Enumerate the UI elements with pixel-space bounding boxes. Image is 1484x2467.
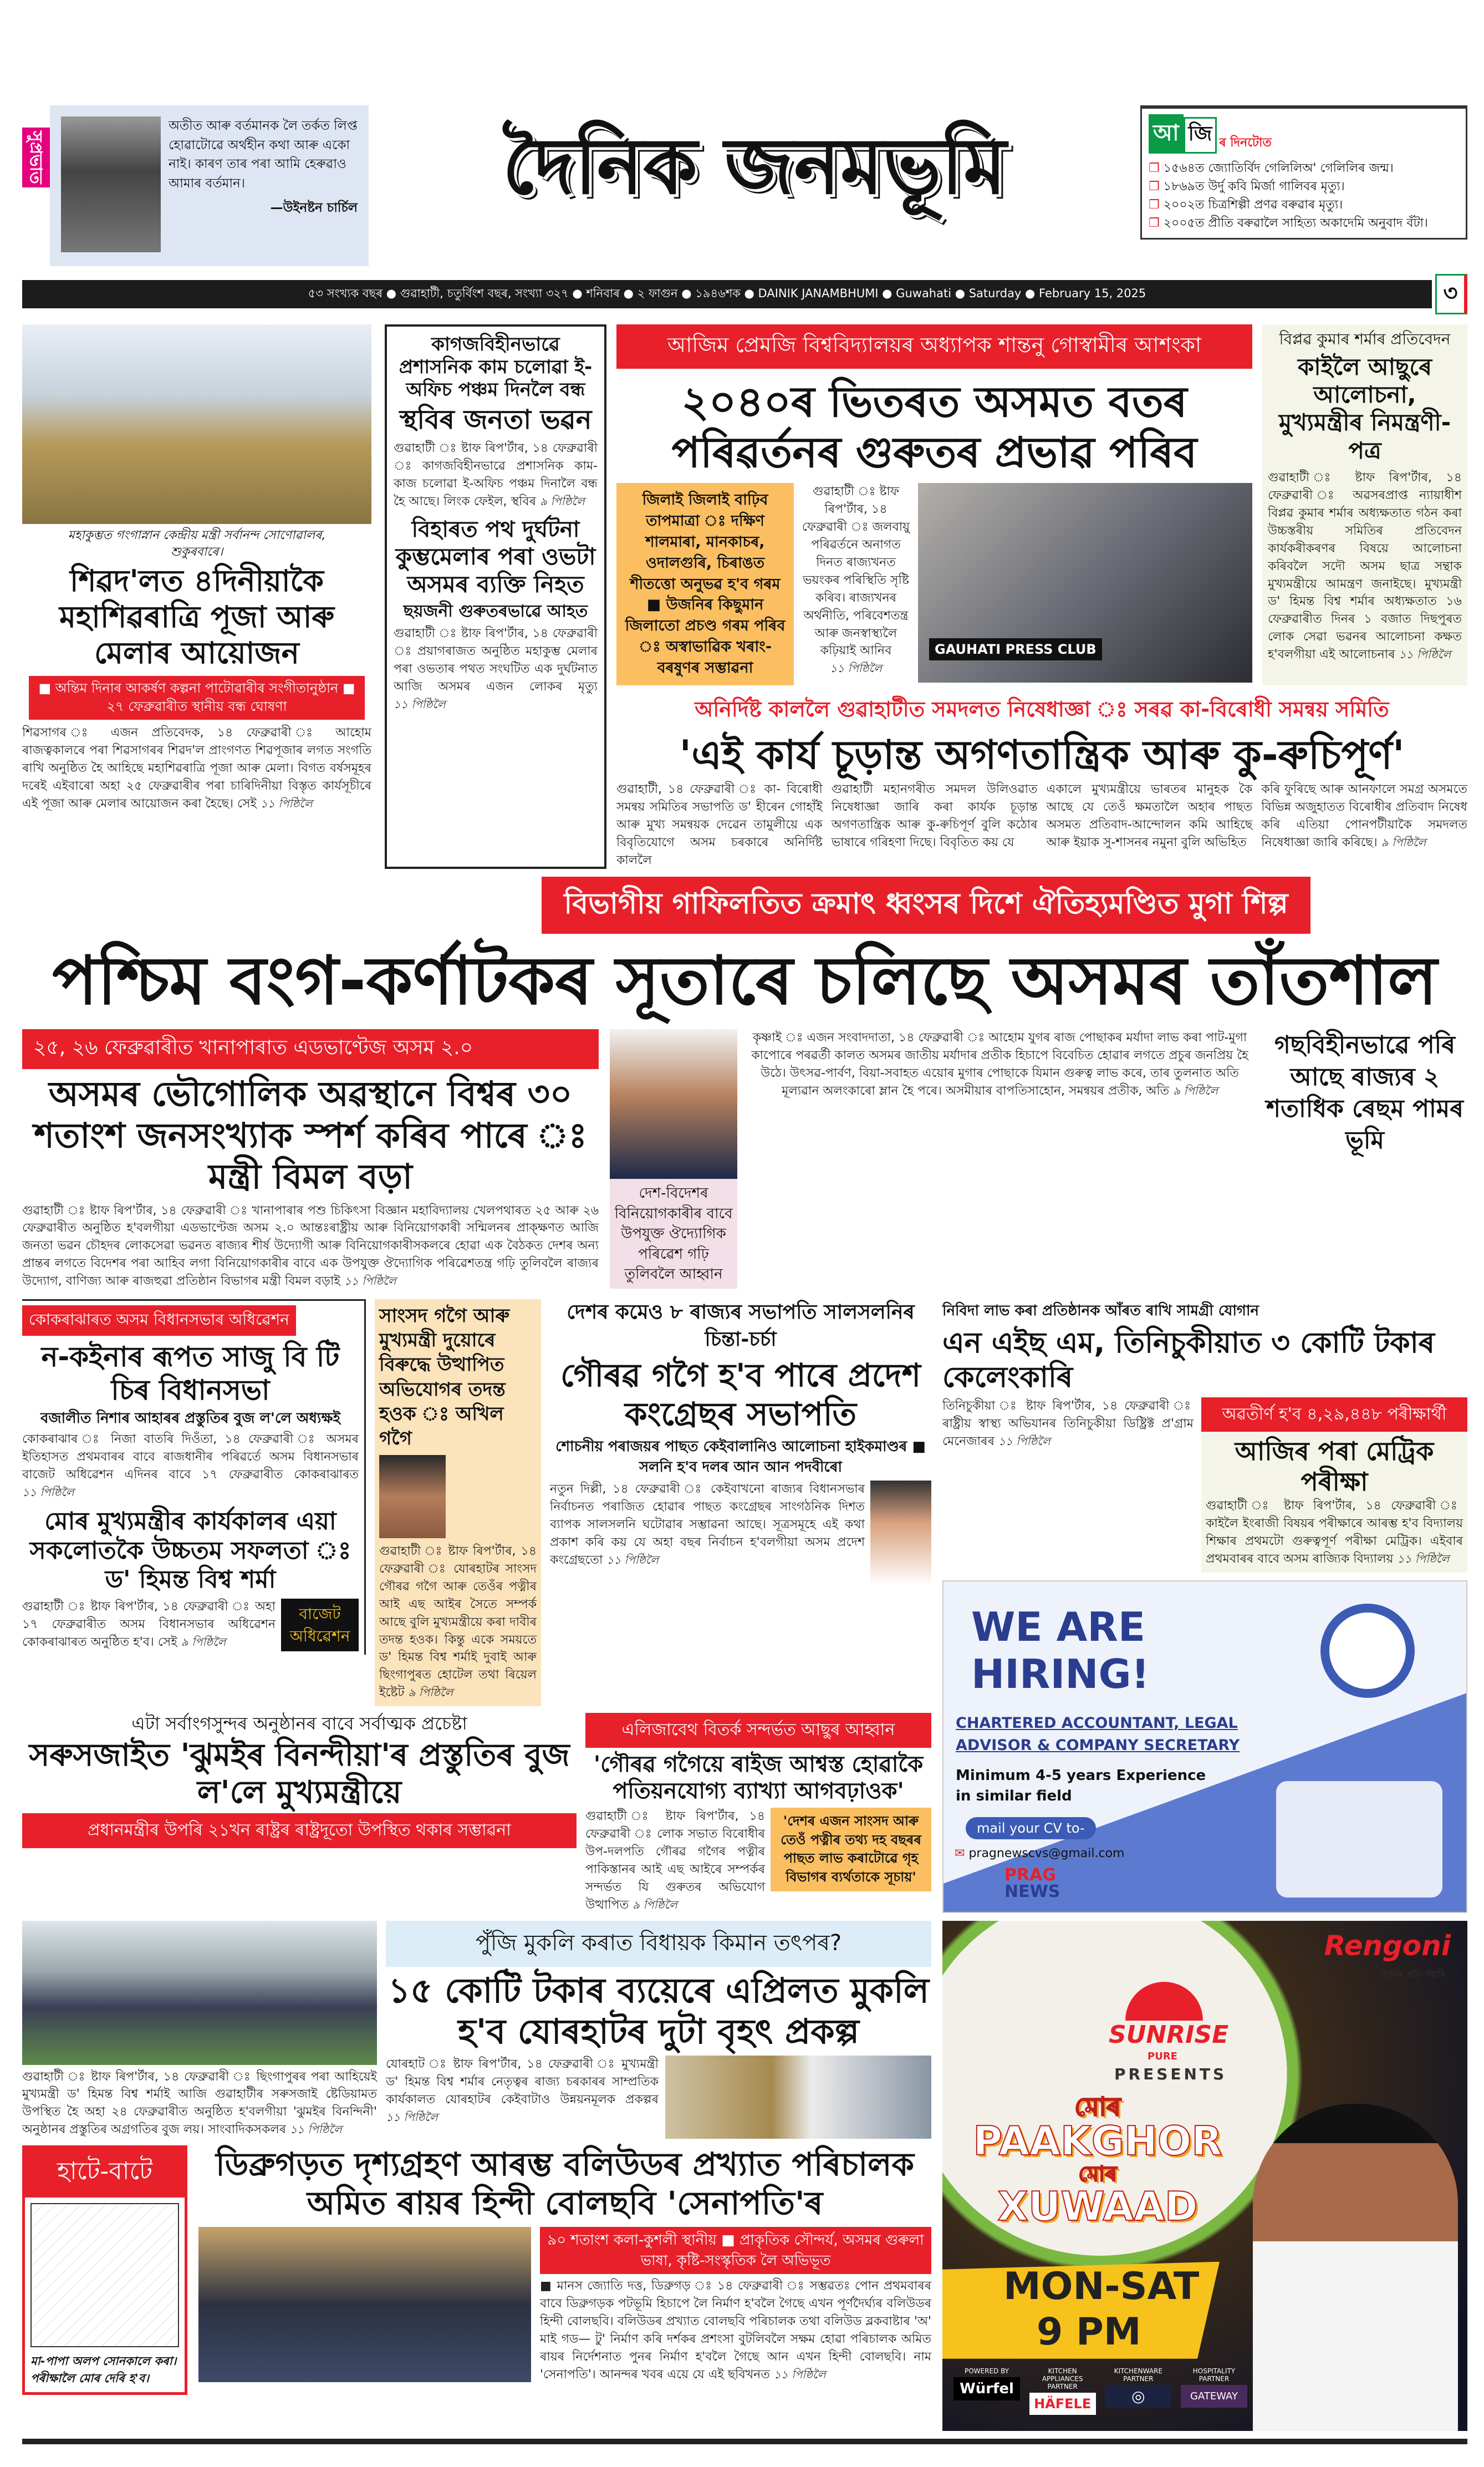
eoffice-bihar-box	[385, 324, 606, 869]
jorhat-body: যোৰহাট ঃ ষ্টাফ ৰিপ'ৰ্টাৰ, ১৪ ফেব্ৰুৱাৰী ঃ মুখ্যমন্ত্ৰী ড' হিমন্ত বিশ্ব শৰ্মাৰ নেতৃত্বৰ ৰাজ্য চৰকাৰৰ সাম্প্ৰতিক কাৰ্যকালত যোৰহাটৰ কেইবাটাও উন্নয়নমূলক প্ৰকল্পৰ ১১ পিষ্ঠিলৈ	[386, 2057, 659, 2124]
on-this-day-label-c: ৰ দিনটোত	[1219, 136, 1272, 150]
presents-label: PRESENTS	[1114, 2064, 1227, 2083]
hiring-title-1: WE ARE	[971, 1603, 1146, 1650]
nhm-kicker: নিবিদা লাভ কৰা প্ৰতিষ্ঠানক আঁৰত ৰাখি সামগ্ৰী যোগান	[942, 1303, 1259, 1320]
jhumoir-body: গুৱাহাটী ঃ ষ্টাফ ৰিপ'ৰ্টাৰ, ১৪ ফেব্ৰুৱাৰী ঃ ছিংগাপুৰৰ পৰা আহিয়েই মুখ্যমন্ত্ৰী ড' হিমন্ত বিশ্ব শৰ্মাই আজি গুৱাহাটীৰ সৰুসজাই ষ্টেডিয়ামত উপস্থিত হৈ অহা ২৪ ফেব্ৰুৱাৰীত অনুষ্ঠিত হ'বলগীয়া 'ঝুমইৰ বিনন্দিনী' অনুষ্ঠানৰ প্ৰস্তুতিৰ অগ্ৰগতিৰ বুজ লয়। সাংবাদিকসকলৰ ১১ পিষ্ঠিলৈ	[22, 2069, 377, 2137]
thought-of-day-tag: সুপ্ৰভাত	[22, 128, 50, 187]
cartoon-caption: মা-পাপা অলপ সোনকালে কৰা। পৰীক্ষালৈ মোৰ দেৰি হ'ব।	[30, 2354, 177, 2385]
header	[22, 105, 1467, 266]
advantage-body: গুৱাহাটী ঃ ষ্টাফ ৰিপ'ৰ্টাৰ, ১৪ ফেব্ৰুৱাৰী ঃ খানাপাৰাৰ পশু চিকিৎসা বিজ্ঞান মহাবিদ্যালয় খেলপথাৰত ২৫ আৰু ২৬ ফেব্ৰুৱাৰীত অনুষ্ঠিত হ'বলগীয়া এডভাণ্টেজ অসম ২.০ আন্তঃৰাষ্ট্ৰীয় আৰু বিনিয়োগকাৰী সন্মিলনৰ প্ৰাক্‌ক্ষণত আজি জনতা ভৱন চৌহদৰ লোকসেৱা ভৱনত ৰাজ্যৰ শীৰ্ষ উদ্যোগী আৰু বিনিয়োগকাৰীসকলৰে হোৱা এক বৈঠকত দেশৰ অন্য প্ৰান্তৰ লগতে বিদেশৰ পৰা আহিব লগা বিনিয়োগকাৰীৰ বাবে এক উপযুক্ত ঔদ্যোগিক পৰিৱেশতন্ত্ৰ গঢ়ি তুলিবলৈ ৰাজ্যৰ উদ্যোগ, বাণিজ্য আৰু ৰাজহুৱা প্ৰতিষ্ঠান বিভাগৰ মন্ত্ৰী বিমল বড়াই ১১ পিষ্ঠিলৈ	[22, 1203, 599, 1289]
bottom-rule	[22, 2439, 1467, 2444]
budget-session-badge: বাজেট অধিৱেশন	[281, 1599, 359, 1651]
quote-text: অতীত আৰু বৰ্তমানক লৈ তৰ্কত লিপ্ত হোৱাটোৱে অৰ্থহীন কথা আৰু একো নাই। কাৰণ তাৰ পৰা আমি হেৰুৱাও আমাৰ বৰ্তমান।	[169, 119, 358, 191]
on-this-day-item: ❒ ২০০২ত চিত্ৰশিল্পী প্ৰণৱ বৰুৱাৰ মৃত্যু।	[1149, 198, 1343, 212]
sunrise-sun-icon	[1125, 1982, 1203, 2021]
akhil-headline: সাংসদ গগৈ আৰু মুখ্যমন্ত্ৰী দুয়োৰে বিৰুদ্ধে উত্থাপিত অভিযোগৰ তদন্ত হওক ঃ অখিল গগৈ	[379, 1305, 510, 1449]
lead-body: কৃষ্ণাই ঃ এজন সংবাদদাতা, ১৪ ফেব্ৰুৱাৰী ঃ আহোম যুগৰ ৰাজ পোছাকৰ মৰ্যাদা লাভ কৰা পাট-মুগা কাপোৰে পৰৱৰ্তী কালত অসমৰ জাতীয় মৰ্যাদাৰ প্ৰতীক হিচাপে বিবেচিত হোৱাৰ লগতে প্ৰচুৰ জনপ্ৰিয় হৈ উঠে। উৎসৱ-পাৰ্বণ, বিয়া-সবাহত এয়োৰ মুগাৰ পোছাকে যিমান গুৰুত্ব লাভ কৰে, তাৰ তুলনাত অতি মূল্যৱান অলংকাৰো ম্লান হৈ পৰে। অসমীয়াৰ বাপতিসাহোন, সমন্বয়ৰ প্ৰতীক, অতি ৯ পিষ্ঠিলৈ	[751, 1031, 1248, 1098]
senapati-highlight-box: ৯০ শতাংশ কলা-কুশলী স্থানীয় ■ প্ৰাকৃতিক সৌন্দৰ্য, অসমৰ গুৰুলা ভাষা, কৃষ্টি-সংস্কৃতিক লৈ অভিভূত	[540, 2227, 931, 2274]
thought-of-day-box	[50, 105, 369, 266]
show-title: মোৰ PAAKGHOR মোৰ XUWAAD	[973, 2091, 1222, 2230]
bihar-subheadline-2: ছয়জনী গুৰুতৰভাৱে আহত	[403, 602, 588, 622]
climate-headline: ২০৪০ৰ ভিতৰত অসমত বতৰ পৰিৱৰ্তনৰ গুৰুতৰ প্ৰভাৱ পৰিব	[671, 377, 1197, 477]
jorhat-kicker: পুঁজি মুকলি কৰাত বিধায়ক কিমান তৎপৰ?	[386, 1921, 931, 1967]
bihar-body: গুৱাহাটী ঃ ষ্টাফ ৰিপ'ৰ্টাৰ, ১৪ ফেব্ৰুৱাৰী ঃ প্ৰয়াগৰাজত অনুষ্ঠিত মহাকুম্ভ মেলাৰ পৰা ওভতাৰ পথত সংঘটিত এক দুৰ্ঘটনাত আজি অসমৰ এজন লোকৰ মৃত্যু ১১ পিষ্ঠিলৈ	[394, 627, 598, 711]
press-club-photo	[918, 483, 1252, 683]
on-this-day-item: ❒ ১৫৬৪ত জ্যোতিৰ্বিদ গেলিলিঅ' গেলিলিৰ জন্ম।	[1149, 161, 1394, 175]
eoffice-headline: কাগজবিহীনভাৱে প্ৰশাসনিক কাম চলোৱা ই-অফিচ পঞ্চম দিনলৈ বন্ধ	[399, 333, 593, 401]
caa-body-col: গুৱাহাটী মহানগৰীত সমদল উলিওৱাত নিষেধাজ্ঞা জাৰি কৰা কাৰ্যক চূড়ান্ত অগণতান্ত্ৰিক আৰু কু-ৰুচিপূৰ্ণ বুলি কঠোৰ ভাষাৰে গৰিহণা দিছে। বিবৃতিত কয় যে	[831, 782, 1038, 850]
assembly-subheadline: বজালীত নিশাৰ আহাৰৰ প্ৰস্তুতিৰ বুজ ল'লে অধ্যক্ষই	[40, 1410, 341, 1427]
on-this-day-label-b: জি	[1184, 117, 1217, 154]
masthead-title: দৈনিক জনমভূমি	[502, 121, 1007, 212]
cm-body: গুৱাহাটী ঃ ষ্টাফ ৰিপ'ৰ্টাৰ, ১৪ ফেব্ৰুৱাৰী ঃ অহা ১৭ ফেব্ৰুৱাৰীত অসম বিধানসভাৰ অধিৱেশন কোকৰাঝাৰত অনুষ্ঠিত হ'ব। সেই ৯ পিষ্ঠিলৈ	[22, 1600, 276, 1649]
caa-kicker: অনিৰ্দিষ্ট কাললৈ গুৱাহাটীত সমদলত নিষেধাজ্ঞা ঃ সৰৱ কা-বিৰোধী সমন্বয় সমিতি	[695, 696, 1389, 721]
cartoon-box	[22, 2145, 187, 2395]
hiring-exp-1: Minimum 4-5 years Experience	[956, 1767, 1206, 1784]
on-this-day-item: ❒ ২০০৫ত প্ৰীতি বৰুৱালৈ সাহিত্য অকাদেমি অনুবাদ বঁটা।	[1149, 216, 1428, 230]
congress-subheadline: শোচনীয় পৰাজয়ৰ পাছত কেইবালানিও আলোচনা হাইকমাণ্ডৰ ■ সলনি হ'ব দলৰ আন আন পদবীৰো	[555, 1438, 926, 1476]
senapati-headline: ডিব্ৰুগড়ত দৃশ্যগ্ৰহণ আৰম্ভ বলিউডৰ প্ৰখ্যাত পৰিচালক অমিত ৰায়ৰ হিন্দী বোলছবি 'সেনাপতি'ৰ	[216, 2145, 914, 2222]
biplab-body: গুৱাহাটী ঃ ষ্টাফ ৰিপ'ৰ্টাৰ, ১৪ ফেব্ৰুৱাৰী ঃ অৱসৰপ্ৰাপ্ত ন্যায়াধীশ বিপ্লৱ কুমাৰ শৰ্মাৰ অধ্যক্ষতাত গঠন কৰা উচ্চস্তৰীয় সমিতিৰ প্ৰতিবেদন কাৰ্যকৰীকৰণৰ বিষয়ে আলোচনা কৰিবলৈ সদৌ অসম ছাত্ৰ সন্থাক মুখ্যমন্ত্ৰীয়ে আমন্ত্ৰণ জনাইছে। মুখ্যমন্ত্ৰী ড' হিমন্ত বিশ্ব শৰ্মাৰ অধ্যক্ষতাত ১৬ ফেব্ৰুৱাৰীত দিনৰ ১ বজাত দিছপুৰত লোক সেৱা ভৱনৰ আলোচনা কক্ষত হ'বলগীয়া এই আলোচনাৰ ১১ পিষ্ঠিলৈ	[1268, 471, 1462, 662]
jhumoir-strap: প্ৰধানমন্ত্ৰীৰ উপৰি ২১খন ৰাষ্ট্ৰৰ ৰাষ্ট্ৰদূতো উপস্থিত থকাৰ সম্ভাৱনা	[22, 1813, 577, 1848]
climate-highlight-box: জিলাই জিলাই বাঢ়িব তাপমাত্ৰা ঃ দক্ষিণ শালমাৰা, মানকাচৰ, ওদালগুৰি, চিৰাঙত শীতত্তো অনুভৱ হ'ব গৰম ■ উজনিৰ কিছুমান জিলাতো প্ৰচণ্ড গৰম পৰিব ঃ অস্বাভাৱিক খৰাং-বৰষুণৰ সম্ভাৱনা	[616, 483, 794, 685]
biplab-column	[1262, 324, 1467, 685]
trees-headline: গছবিহীনভাৱে পৰি আছে ৰাজ্যৰ ২ শতাধিক ৰেছম পামৰ ভূমি	[1266, 1031, 1464, 1154]
dateline-bar: ৫৩ সংখ্যক বছৰ ● গুৱাহাটী, চতুৰ্বিংশ বছৰ, সংখ্যা ৩২৭ ● শনিবাৰ ● ২ ফাগুন ● ১৯৪৬শক ● DAINIK JANAMBHUMI ● Guwahati ● Saturday ● February 15, 2025	[22, 280, 1432, 308]
caa-headline: 'এই কাৰ্য চূড়ান্ত অগণতান্ত্ৰিক আৰু কু-ৰুচিপূৰ্ণ'	[679, 731, 1405, 778]
nhm-body: তিনিচুকীয়া ঃ ষ্টাফ ৰিপ'ৰ্টাৰ, ১৪ ফেব্ৰুৱাৰী ঃ ৰাষ্ট্ৰীয় স্বাস্থ্য অভিযানৰ তিনিচুকীয়া ডিষ্ট্ৰিক্ট প্ৰ'গ্ৰাম মেনেজাৰৰ ১১ পিষ্ঠিলৈ	[942, 1398, 1194, 1448]
paakghor-xuwaad-ad[interactable]	[942, 1921, 1467, 2431]
hiring-ad[interactable]	[942, 1580, 1467, 1913]
assembly-box	[22, 1299, 366, 1655]
shivratri-body: শিৱসাগৰ ঃ এজন প্ৰতিবেদক, ১৪ ফেব্ৰুৱাৰী ঃ আহোম ৰাজত্বকালৰে পৰা শিৱসাগৰৰ শিৱদ'ল প্ৰাংগণত শিৱপূজাৰ লগত সংগতি ৰাখি অনুষ্ঠিত হৈ আহিছে মহাশিৱৰাত্ৰি পূজা আৰু মেলা। বিগত বৰ্ষসমূহৰ দৰেই এইবাৰো অহা ২৫ ফেব্ৰুৱাৰীৰ পৰা চাৰিদিনীয়া বিস্তৃত কাৰ্যসূচীৰে এই পূজা আৰু মেলাৰ আয়োজন কৰা হৈছে। সেই ১১ পিষ্ঠিলৈ	[22, 725, 371, 811]
cartoon-drawing	[30, 2203, 179, 2347]
elizabeth-headline: 'গৌৰৱ গগৈয়ে ৰাইজ আশ্বস্ত হোৱাকৈ পতিয়নযোগ্য ব্যাখ্যা আগবঢ়াওক'	[593, 1752, 924, 1804]
sunrise-pure: PURE	[1148, 2050, 1177, 2062]
lead-headline: পশ্চিম বংগ-কৰ্ণাটকৰ সূতাৰে চলিছে অসমৰ তাঁতশাল	[52, 943, 1437, 1020]
photo-caption: মহাকুম্ভত গংগাস্নান কেন্দ্ৰীয় মন্ত্ৰী সৰ্বানন্দ সোণোৱালৰ, শুকুৰবাৰে।	[68, 528, 326, 559]
hiring-exp-2: in similar field	[956, 1787, 1072, 1804]
megaphone-icon	[1320, 1604, 1415, 1698]
climate-kicker: আজিম প্ৰেমজি বিশ্ববিদ্যালয়ৰ অধ্যাপক শান্তনু গোস্বামীৰ আশংকা	[616, 324, 1252, 369]
shivratri-strap: ■ অন্তিম দিনাৰ আকৰ্ষণ কল্পনা পাটোৱাৰীৰ সংগীতানুষ্ঠান ■ ২৭ ফেব্ৰুৱাৰীত স্থানীয় বন্ধ ঘোষণা	[29, 676, 365, 720]
biplab-kicker: বিপ্লৱ কুমাৰ শৰ্মাৰ প্ৰতিবেদন	[1279, 330, 1451, 348]
jhumoir-kicker: এটা সৰ্বাংগসুন্দৰ অনুষ্ঠানৰ বাবে সৰ্বাত্মক প্ৰচেষ্টা	[131, 1713, 467, 1734]
on-this-day-label-a: আ	[1149, 114, 1184, 154]
gaurav-gogoi-photo	[870, 1481, 931, 1586]
elizabeth-quote-box: 'দেশৰ এজন সাংসদ আৰু তেওঁ পত্নীৰ তথ্য দহ বছৰৰ পাছত লাভ কৰাটোৱে গৃহ বিভাগৰ ব্যৰ্থতাকে সূচায়'	[771, 1808, 931, 1891]
cartoon-label: হাটে-বাটে	[25, 2148, 185, 2198]
nhm-headline: এন এইছ এম, তিনিচুকীয়াত ৩ কোটি টকাৰ কেলেংকাৰি	[942, 1326, 1435, 1395]
on-this-day-item: ❒ ১৮৬৯ত উৰ্দু কবি মিৰ্জা গালিবৰ মৃত্যু।	[1149, 180, 1345, 194]
advantage-side-box: দেশ-বিদেশৰ বিনিয়োগকাৰীৰ বাবে উপযুক্ত ঔদ্যোগিক পৰিৱেশ গঢ়ি তুলিবলৈ আহ্বান	[610, 1179, 737, 1289]
show-time: 9 PM	[1037, 2310, 1141, 2354]
matric-column	[1201, 1432, 1467, 1573]
sunrise-logo: SUNRISE	[1109, 2020, 1229, 2049]
partner-logo: KITCHENWARE PARTNER ◎	[1105, 2367, 1171, 2415]
hiring-title-2: HIRING!	[971, 1650, 1150, 1697]
climate-body: গুৱাহাটী ঃ ষ্টাফ ৰিপ'ৰ্টাৰ, ১৪ ফেব্ৰুৱাৰী ঃ জলবায়ু পৰিৱৰ্তনে অনাগত দিনত ৰাজ্যখনত ভয়ংকৰ পৰিস্থিতি সৃষ্টি কৰিব। ৰাজ্যখনৰ অৰ্থনীতি, পৰিবেশতন্ত্ৰ আৰু জনস্বাস্থ্যলৈ কঢ়িয়াই আনিব ১১ পিষ্ঠিলৈ	[802, 485, 910, 675]
caa-body	[616, 781, 1467, 869]
kumbh-bath-photo	[22, 324, 371, 524]
assembly-body: কোকৰাঝাৰ ঃ নিজা বাতৰি দিওঁতা, ১৪ ফেব্ৰুৱাৰী ঃ অসমৰ ইতিহাসত প্ৰথমবাৰৰ বাবে ৰাজধানীৰ পৰিৱৰ্তে অসম বিধানসভাৰ বাজেট অধিৱেশন এদিনৰ বাবে ১৭ ফেব্ৰুৱাৰীত কোকৰাঝাৰত ১১ পিষ্ঠিলৈ	[22, 1432, 359, 1499]
matric-count-box: অৱতীৰ্ণ হ'ব ৪,২৯,৪৪৮ পৰীক্ষাৰ্থী	[1201, 1397, 1467, 1432]
quote-author: —উইনষ্টন চাৰ্চিল	[270, 201, 358, 215]
minister-photo	[610, 1029, 737, 1179]
matric-headline: আজিৰ পৰা মেট্ৰিক পৰীক্ষা	[1235, 1436, 1434, 1497]
partner-logo: HOSPITALITY PARTNER GATEWAY	[1181, 2367, 1247, 2415]
jhumoir-headline: সৰুসজাইত 'ঝুমইৰ বিনন্দীয়া'ৰ প্ৰস্তুতিৰ বুজ ল'লে মুখ্যমন্ত্ৰীয়ে	[29, 1737, 570, 1810]
rengoni-logo: Rengoni	[1324, 1929, 1451, 1962]
elizabeth-body: গুৱাহাটী ঃ ষ্টাফ ৰিপ'ৰ্টাৰ, ১৪ ফেব্ৰুৱাৰী ঃ লোক সভাত বিৰোধীৰ উপ-দলপতি গৌৰৱ গগৈৰ পত্নীৰ পাকিস্তানৰ আই এছ আইৰে সম্পৰ্কৰ সন্দৰ্ভত যি গুৰুতৰ অভিযোগ উত্থাপিত ৯ পিষ্ঠিলৈ	[585, 1809, 765, 1912]
prag-news-logo: PRAG NEWS	[1004, 1865, 1060, 1901]
caa-body-col: কৰি ফুৰিছে আৰু আনফালে সমগ্ৰ অসমতে বিভিন্ন অজুহাতত বিৰোধীৰ প্ৰতিবাদ নিষেধ কৰি এতিয়া পোনপটীয়াকৈ সমদলত নিষেধাজ্ঞা জাৰি কৰিছে। ৯ পিষ্ঠিলৈ	[1261, 782, 1467, 850]
muga-headline: বিভাগীয় গাফিলতিত ক্ৰমাৎ ধ্বংসৰ দিশে ঐতিহ্যমণ্ডিত মুগা শিল্প	[542, 877, 1310, 934]
ad-partners	[953, 2367, 1247, 2415]
advantage-kicker: ২৫, ২৬ ফেব্ৰুৱাৰীত খানাপাৰাত এডভাণ্টেজ অসম ২.০	[22, 1029, 599, 1069]
congress-kicker: দেশৰ কমেও ৮ ৰাজ্যৰ সভাপতি সালসলনিৰ চিন্তা-চৰ্চা	[567, 1301, 915, 1351]
email-link[interactable]: ✉ pragnewscvs@gmail.com	[955, 1846, 1125, 1860]
mail-cv-button[interactable]: mail your CV to-	[966, 1817, 1096, 1839]
churchill-photo	[61, 116, 161, 252]
biplab-headline: কাইলৈ আছুৰে আলোচনা, মুখ্যমন্ত্ৰীৰ নিমন্ত্ৰণী-পত্ৰ	[1278, 353, 1451, 464]
senapati-body: ■ মানস জ্যোতি দত্ত, ডিব্ৰুগড় ঃ ১৪ ফেব্ৰুৱাৰী ঃ সম্ভৱতঃ পোন প্ৰথমবাৰৰ বাবে ডিব্ৰুগড়ক পটভূমি হিচাপে লৈ নিৰ্মাণ হ'বলৈ গৈছে এখন পূৰ্ণদৈৰ্ঘ্যৰ বলিউডৰ হিন্দী বোলছবি। বলিউডৰ প্ৰখ্যাত বোলছবি পৰিচালক তথা বলিউড ব্লকবাষ্টাৰ 'অ' মাই গড— টু' নিৰ্মাণ কৰি দৰ্শকৰ প্ৰশংসা বুটলিবলৈ সক্ষম হোৱা পৰিচালক অমিত ৰায়ৰ নিৰ্দেশনাত পুনৰ নিৰ্মাণ হ'বলৈ গৈছে আন এখন হিন্দী বোলছবি। নাম 'সেনাপতি'। আনন্দৰ খবৰ এয়ে যে এই ছবিখনত ১১ পিষ্ঠিলৈ	[540, 2279, 931, 2382]
shivratri-headline: শিৱদ'লত ৪দিনীয়াকৈ মহাশিৱৰাত্ৰি পূজা আৰু মেলাৰ আয়োজন	[59, 563, 335, 670]
akhil-photo	[379, 1455, 446, 1538]
matric-body: গুৱাহাটী ঃ ষ্টাফ ৰিপ'ৰ্টাৰ, ১৪ ফেব্ৰুৱাৰী ঃ কাইলৈ ইংৰাজী বিষয়ৰ পৰীক্ষাৰে আৰম্ভ হ'ব বিদ্যালয় শিক্ষাৰ প্ৰথমটো গুৰুত্বপূৰ্ণ পৰীক্ষা মেট্ৰিক। এইবাৰ প্ৰথমবাৰৰ বাবে অসম ৰাজ্যিক বিদ্যালয় ১১ পিষ্ঠিলৈ	[1206, 1499, 1463, 1566]
rengoni-tagline: তিনিৰ প্ৰতি সঁহাৰি	[1381, 1968, 1445, 1980]
press-club-sign: GAUHATI PRESS CLUB	[929, 638, 1102, 660]
stadium-inspection-photo	[22, 1921, 377, 2065]
jorhat-headline: ১৫ কোটি টকাৰ ব্যয়েৰে এপ্ৰিলত মুকলি হ'ব যোৰহাটৰ দুটা বৃহৎ প্ৰকল্প	[388, 1970, 929, 2052]
film-crew-photo	[198, 2227, 531, 2382]
bihar-subheadline: কুম্ভমেলাৰ পৰা ওভটা অসমৰ ব্যক্তি নিহত	[395, 542, 596, 598]
chef-photo	[1253, 2104, 1458, 2431]
akhil-body: গুৱাহাটী ঃ ষ্টাফ ৰিপ'ৰ্টাৰ, ১৪ ফেব্ৰুৱাৰী ঃ যোৰহাটৰ সাংসদ গৌৰৱ গগৈ আৰু তেওঁৰ পত্নীৰ আই এছ আইৰ সৈতে সম্পৰ্ক আছে বুলি মুখ্যমন্ত্ৰীয়ে কৰা দাবীৰ তদন্ত হওক। কিন্তু একে সময়তে ড' হিমন্ত বিশ্ব শৰ্মাই দুবাই আৰু ছিংগাপুৰত হোটেল তথা ৰিয়েল ইষ্টেট ৯ পিষ্ঠিলৈ	[379, 1544, 537, 1700]
office-illustration	[1276, 1781, 1442, 1898]
cm-headline: মোৰ মুখ্যমন্ত্ৰীৰ কাৰ্যকালৰ এয়া সকলোতকৈ উচ্চতম সফলতা ঃ ড' হিমন্ত বিশ্ব শৰ্মা	[29, 1507, 351, 1594]
hiring-roles-1: CHARTERED ACCOUNTANT, LEGAL	[956, 1714, 1238, 1732]
on-this-day-box	[1140, 105, 1467, 240]
bihar-headline: বিহাৰত পথ দুৰ্ঘটনা	[411, 516, 580, 542]
advantage-headline: অসমৰ ভৌগোলিক অৱস্থানে বিশ্বৰ ৩০ শতাংশ জনসংখ্যাক স্পৰ্শ কৰিব পাৰে ঃ মন্ত্ৰী বিমল বড়া	[34, 1074, 587, 1197]
partner-logo: POWERED BY Würfel	[953, 2367, 1020, 2415]
email-icon: ✉	[955, 1846, 969, 1860]
caa-body-col: একালে মুখ্যমন্ত্ৰীয়ে ভাৰতৰ মানুহক কৈ আছে যে তেওঁ ক্ষমতালৈ অহাৰ পাছত অসমত প্ৰতিবাদ-আন্দোলন কমি আহিছে আৰু ইয়াক সু-শাসনৰ নমুনা বুলি অভিহিত	[1046, 782, 1253, 850]
eoffice-body: গুৱাহাটী ঃ ষ্টাফ ৰিপ'ৰ্টাৰ, ১৪ ফেব্ৰুৱাৰী ঃ কাগজবিহীনভাৱে প্ৰশাসনিক কাম-কাজ চলোৱা ই-অফিচ পঞ্চম দিনালৈ বন্ধ হৈ আছে। লিংক ফেইল, স্থবিৰ ৯ পিষ্ঠিলৈ	[394, 441, 598, 508]
page-number: ৩	[1435, 274, 1467, 314]
congress-headline: গৌৰৱ গগৈ হ'ব পাৰে প্ৰদেশ কংগ্ৰেছৰ সভাপতি	[560, 1356, 921, 1433]
partner-logo: KITCHEN APPLIANCES PARTNER HÄFELE	[1029, 2367, 1096, 2415]
akhil-column	[375, 1299, 541, 1706]
assembly-kicker: কোকৰাঝাৰত অসম বিধানসভাৰ অধিৱেশন	[22, 1305, 296, 1336]
eoffice-subheadline: স্থবিৰ জনতা ভৱন	[399, 404, 592, 436]
congress-body: নতুন দিল্লী, ১৪ ফেব্ৰুৱাৰী ঃ কেইবাখনো ৰাজ্যৰ বিধানসভাৰ নিৰ্বাচনত পৰাজিত হোৱাৰ পাছত কংগ্ৰেছৰ সাংগঠনিক দিশত ব্যাপক সালসলনি ঘটোৱাৰ সম্ভাৱনা আছে। সূত্ৰসমূহে এই কথা প্ৰকাশ কৰি কয় যে অহা বছৰ নিৰ্বাচন হ'বলগীয়া অসম প্ৰদেশ কংগ্ৰেছতো ১১ পিষ্ঠিলৈ	[550, 1482, 865, 1567]
caa-body-col: গুৱাহাটী, ১৪ ফেব্ৰুৱাৰী ঃ কা- বিৰোধী সমন্বয় সমিতিৰ সভাপতি ড' হীৰেন গোহাঁই আৰু মুখ্য সমন্বয়ক দেৱেন তামুলীয়ে এক বিবৃতিযোগে অসম চৰকাৰে অনিৰ্দিষ্ট কাললৈ	[616, 782, 823, 867]
hiring-roles-2: ADVISOR & COMPANY SECRETARY	[956, 1736, 1240, 1754]
elizabeth-kicker: এলিজাবেথ বিতৰ্ক সন্দৰ্ভত আছুৰ আহ্বান	[585, 1713, 931, 1748]
building-construction-photo	[665, 2056, 931, 2139]
assembly-headline: ন-কইনাৰ ৰূপত সাজু বি টি চিৰ বিধানসভা	[41, 1341, 340, 1407]
show-days: MON-SAT	[1003, 2264, 1200, 2308]
